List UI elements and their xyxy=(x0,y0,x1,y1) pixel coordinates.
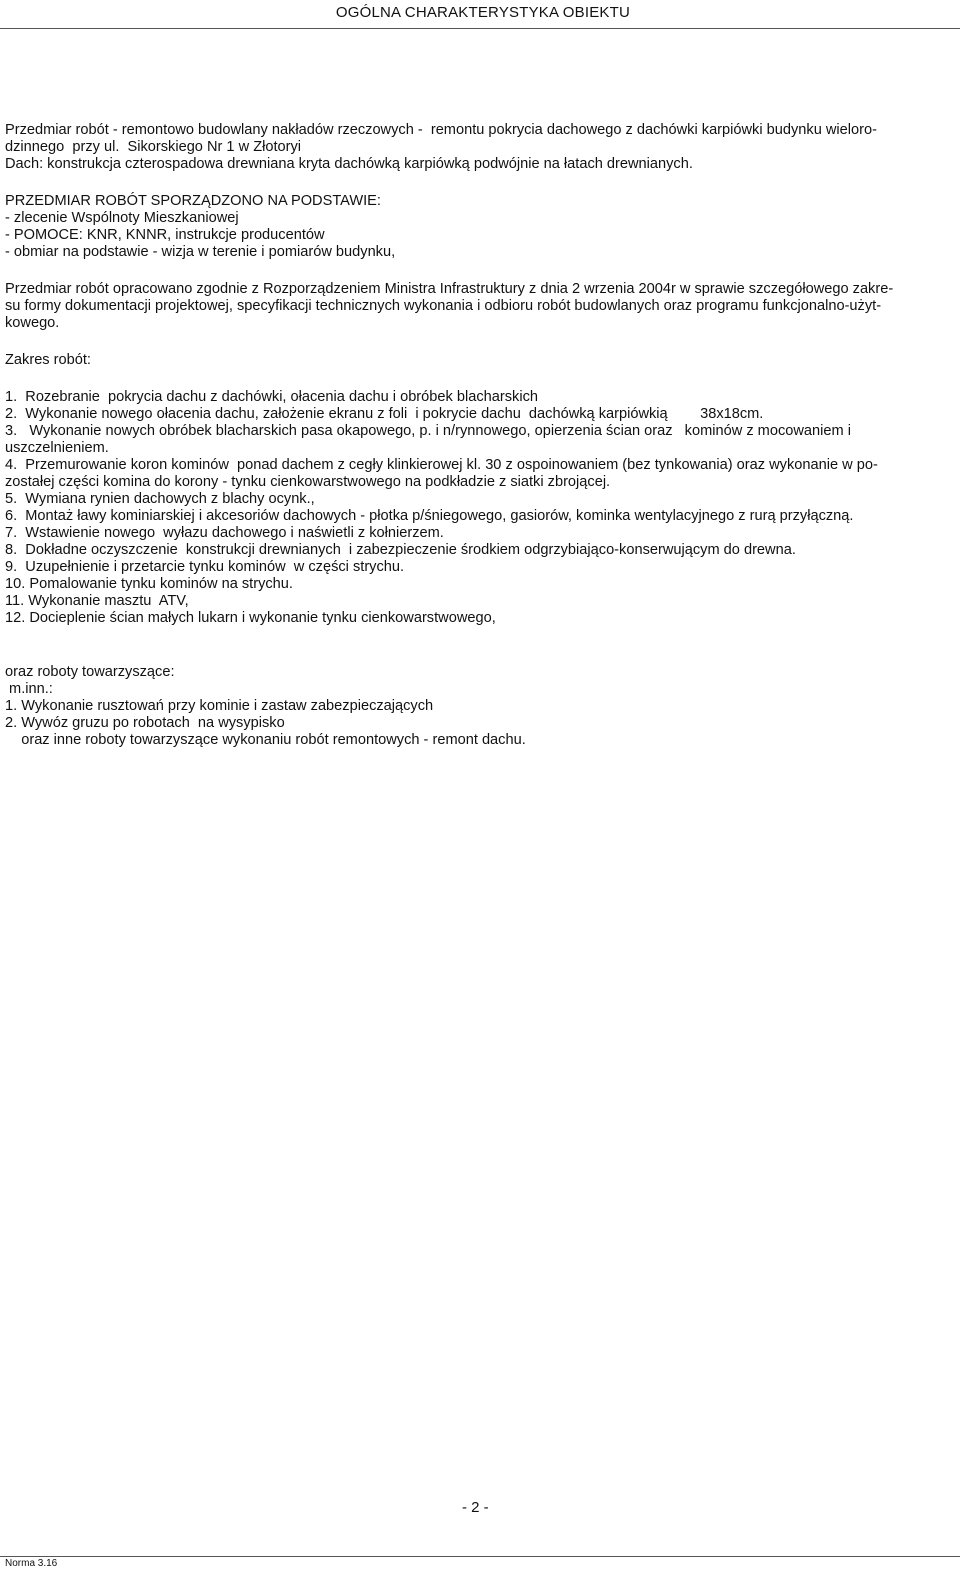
scope-item: 12. Docieplenie ścian małych lukarn i wykonanie tynku cienkowarstwowego, xyxy=(5,610,496,626)
basis-item: - obmiar na podstawie - wizja w terenie i pomiarów budynku, xyxy=(5,244,396,260)
regulation-line: su formy dokumentacji projektowej, specyfikacji technicznych wykonania i odbioru robót budowlanych oraz programu funkcjonalno-użyt- xyxy=(5,298,882,314)
accompanying-item: 1. Wykonanie rusztowań przy kominie i zastaw zabezpieczających xyxy=(5,698,434,714)
accompanying-item: m.inn.: xyxy=(5,681,53,697)
basis-heading: PRZEDMIAR ROBÓT SPORZĄDZONO NA PODSTAWIE: xyxy=(5,193,381,209)
page-header-title: OGÓLNA CHARAKTERYSTYKA OBIEKTU xyxy=(335,4,630,21)
regulation-line: Przedmiar robót opracowano zgodnie z Rozporządzeniem Ministra Infrastruktury z dnia 2 wrzenia 2004r w sprawie szczegółowego zakre- xyxy=(5,281,894,297)
scope-item: 6. Montaż ławy kominiarskiej i akcesoriów dachowych - płotka p/śniegowego, gasiorów, kominka wentylacyjnego z rurą przyłączną. xyxy=(5,508,854,524)
intro-line: dzinnego przy ul. Sikorskiego Nr 1 w Złotoryi xyxy=(5,139,302,155)
accompanying-item: oraz inne roboty towarzyszące wykonaniu robót remontowych - remont dachu. xyxy=(5,732,526,748)
norm-label: Norma 3.16 xyxy=(5,1558,58,1569)
scope-item: 8. Dokładne oczyszczenie konstrukcji drewnianych i zabezpieczenie środkiem odgrzybiająco-konserwującym do drewna. xyxy=(5,542,796,558)
scope-item: 9. Uzupełnienie i przetarcie tynku kominów w części strychu. xyxy=(5,559,405,575)
basis-item: - zlecenie Wspólnoty Mieszkaniowej xyxy=(5,210,239,226)
accompanying-heading: oraz roboty towarzyszące: xyxy=(5,664,175,680)
scope-item: 11. Wykonanie masztu ATV, xyxy=(5,593,189,609)
scope-item: 5. Wymiana rynien dachowych z blachy ocynk., xyxy=(5,491,315,507)
scope-heading: Zakres robót: xyxy=(5,352,91,368)
scope-item: uszczelnieniem. xyxy=(5,440,109,456)
page-number: - 2 - xyxy=(462,1499,489,1516)
scope-item: 10. Pomalowanie tynku kominów na strychu. xyxy=(5,576,293,592)
scope-item: 4. Przemurowanie koron kominów ponad dachem z cegły klinkierowej kl. 30 z ospoinowaniem (bez tynkowania) oraz wykonanie w po- xyxy=(5,457,878,473)
footer-divider xyxy=(0,1556,960,1557)
intro-line: Dach: konstrukcja czterospadowa drewniana kryta dachówką karpiówką podwójnie na łatach drewnianych. xyxy=(5,156,693,172)
header-divider xyxy=(0,28,960,29)
scope-item: zostałej części komina do korony - tynku cienkowarstwowego na podkładzie z siatki zbrojącej. xyxy=(5,474,611,490)
intro-line: Przedmiar robót - remontowo budowlany nakładów rzeczowych - remontu pokrycia dachowego z dachówki karpiówki budynku wieloro- xyxy=(5,122,877,138)
scope-item: 1. Rozebranie pokrycia dachu z dachówki, ołacenia dachu i obróbek blacharskich xyxy=(5,389,538,405)
basis-item: - POMOCE: KNR, KNNR, instrukcje producentów xyxy=(5,227,325,243)
scope-item: 2. Wykonanie nowego ołacenia dachu, założenie ekranu z foli i pokrycie dachu dachówką karpiówkią 38x18cm. xyxy=(5,406,764,422)
scope-item: 7. Wstawienie nowego wyłazu dachowego i naświetli z kołnierzem. xyxy=(5,525,444,541)
regulation-line: kowego. xyxy=(5,315,60,331)
accompanying-item: 2. Wywóz gruzu po robotach na wysypisko xyxy=(5,715,285,731)
scope-item: 3. Wykonanie nowych obróbek blacharskich pasa okapowego, p. i n/rynnowego, opierzenia ścian oraz kominów z mocowaniem i xyxy=(5,423,851,439)
